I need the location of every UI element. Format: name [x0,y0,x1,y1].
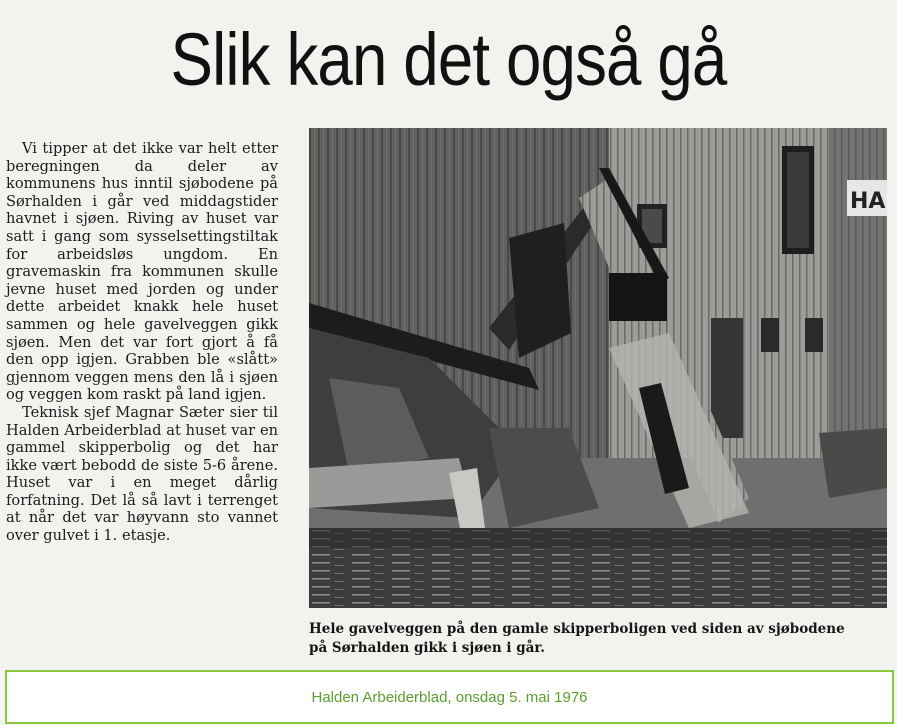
caption-line-2: på Sørhalden gikk i sjøen i går. [309,640,545,656]
source-citation: Halden Arbeiderblad, onsdag 5. mai 1976 [311,688,588,706]
headline: Slik kan det også gå [170,18,727,101]
source-citation-box [5,670,894,724]
collapsed-house-photo [309,128,887,608]
article-body [6,140,278,545]
article-paragraph-1: Vi tipper at det ikke var helt etter beregningen da deler av kommunens hus inntil sjøbodene på Sørhalden i går ved middagstider havnet i sjøen. Riving av huset var satt i gang som sysselsettingstiltak for arbeidsløs ungdom. En gravemaskin fra kommunen skulle jevne huset med jorden og under dette arbeidet knakk hele huset sammen og hele gavelveggen gikk sjøen. Men det var fort gjort å få den opp igjen. Grabben ble «slått» gjennom veggen mens den lå i sjøen og veggen kom raskt på land igjen. [6,140,278,404]
photo-caption [309,620,893,658]
sign-text: HA [850,189,886,214]
caption-line-1: Hele gavelveggen på den gamle skipperboligen ved siden av sjøbodene [309,621,845,637]
article-paragraph-2: Teknisk sjef Magnar Sæter sier til Halden Arbeiderblad at huset var en gammel skipperbolig og det har ikke vært bebodd de siste 5-6 årene. Huset var i en meget dårlig forfatning. Det lå så lavt i terrenget at når det var høyvann sto vannet over gulvet i 1. etasje. [6,403,278,545]
news-photo [309,128,887,608]
